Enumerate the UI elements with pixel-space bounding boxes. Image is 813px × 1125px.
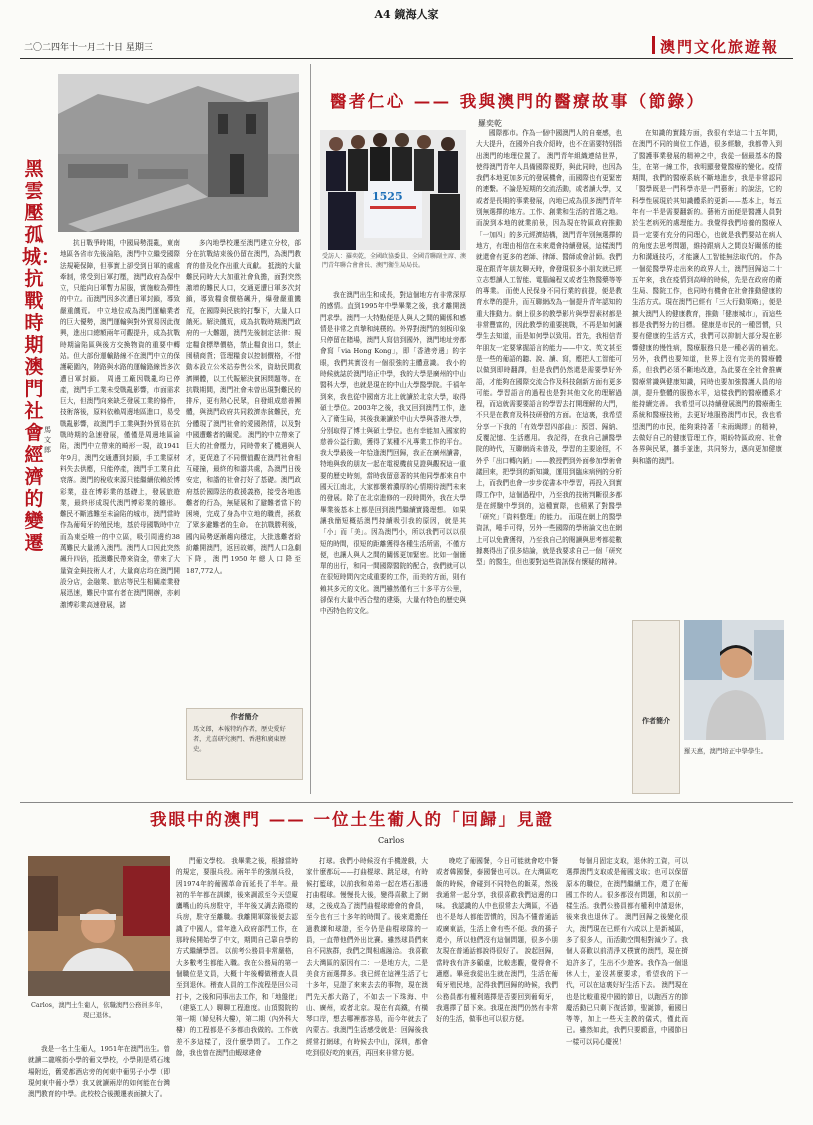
- article3-col2: 門葡文學校。 我畢業之後，根據當時的規定，要服兵役。兩年半的強制兵役，因1974年的葡國革命而延長了半年。最初的半年都在訓練，後來調派至今天望廈鷹嘴山的兵房駐守，半年後又調去路環的兵房，駐守至離職。我離開軍隊後便去認識了中國人，當年進入政府部門工作，在那時候開始學了中文，期間自己靠自學的方式繼續學習。 以前考公務員非常嚴格，大多數考生都能入職。我在公務局的第一個職位是文員，大概十年後轉做稽查人員至到退休。稽查人員的工作流程是回公司打卡，之後和同事出去工作，和「地盤佬」（建築工人）聊聊工程進度。山頂醫院的第一期（婦兒科大樓），第二期（內外科大樓）的工程都是不多都由我做的。工作就差不多這樣了，沒什麼學問了。 工作之餘，我也曾在澳門由蝦球建會: [176, 857, 298, 1058]
- ruins-photo: [58, 74, 299, 232]
- article1-author: 馬文郎: [44, 426, 51, 454]
- article2-author-box: [632, 620, 680, 794]
- article2-title: 醫者仁心 —— 我與澳門的醫療故事（節錄）: [330, 92, 706, 111]
- article3-author: Carlos: [378, 836, 405, 845]
- article2-col2: 國際都市。作為一個中國澳門人的自豪感，也大大提升，在國外自我介紹時，也不在需要特別指出澳門的地理位置了。 澳門青年組織連結世界，使得澳門青年人具備國際視野，與此同時，也因為我們本地更加多元的發展機會，而國際也有更緊密的連繫。不論是短期的交流活動，或者讀大學，又或者是長期的事業發展，內地已成為很多澳門青年別無選擇的地方。工作、創業和生活的首選之地。而說到本地的就業前景，因為現在特區政府推動「一加四」的多元經濟結構，澳門青年別無選擇的地方，有理由相信在未來還會持續發展，這樣澳門就還會有更多的老師、律師、醫師或會計師。我們現在跟青年朋友聊天時，會發現很多小朋友就已經立志想讀人工智能、電腦編程又或者生物醫藥等等的專業。 而使人民保身不同行業的前提，便是教育水準的提升，而互聯網改為一個提升青年認知的重大推動力。網上很多的教學影片與學習素材都是非常豐富的，因此教學的重要挑戰，不再是如何讓學生去知道，而是如何學以致用。首先，我相信青年朋友一定要掌握語言的能力——中文、英文甚至是一些的葡語的聽、說、讀、寫，應把人工智能可以做到即時翻譯，但是我們仍然還是需要學好外語，才能夠在國際交流合作及科技創新方面有更多可能。學習語言的過程也是對其他文化的理解過程，而這就需要要語言的學習去打開理解的大門，不只是在教育及科技研發的方面。在這裏，我希望分享一下我的「有效學習四部曲」：預習、歸納、反覆記憶、生活應用。 我記得，在我自己讀醫學院的時代，互聯網尚未普及，學習的主要途徑，不外乎「出口轉內銷」——教授們到外面參加學術會議回來，把學到的新知識，運用到臨床病例的分析上，而我們也會一步步從書本中學習，再投入到實際工作中，這個過程中，乃至我的技術判斷很多都是在經驗中學到的，這種實際，也積累了對醫學「研究」「資料整理」的能力。 而現在網上的醫學資訊，唾手可得，另外一些國際的學術論文也在網上可以免費獲得，乃至我自己的閱讀與思考都從數據裏得出了很多結論，就是我要求自己一個「研究型」的醫生，但也要對這些資訊保有懷疑的精神。: [476, 129, 622, 567]
- article1-col1: 抗日戰爭時期，中國局勢混亂，東南地區各省市先後淪陷，澳門中立繼受國際法規範保障，但事實上卻受到日軍的處處牽制，常受到日軍打壓，澳門政府為保中立，只能向日軍暫力屈服，實施較為彈性的中立。而澳門因多次遭日軍封鎖，導致嚴重饑荒。 中立地位成為澳門運輸業者的巨大優勢，澳門運輸與對外貿易因此復興，進出口總額兩年可觀提升，成為抗戰時期淪陷區與後方交換物資的重要中轉站。但大部份運輸路線不在澳門中立的保護範圍內，陸路與水路的運輸路線皆多次遭日軍封鎖。 周邊工廠因戰亂均已停產，澳門手工業未受戰亂影響，市面需求巨大，但澳門向來缺乏發展工業的條件，技術落後，原料依賴周邊地區進口，易受戰亂影響，故澳門手工業與對外貿易在抗戰時期的急速發展，僅僅是周邊地區淪陷，澳門中立帶來的畸形一現，故1941年9月，澳門交通遭到封鎖，手工業原材料失去供應，只能停產，澳門手工業自此衰落。澳門的稅收來源只能繼續依賴於博彩業，並在博彩業的基礎上，發展旅遊業，最終形成現代澳門博彩業的雛形。 難民不斷逃難至未淪陷的城市，澳門當時作為葡萄牙的殖民地，基於母國戰時中立而為東亞唯一的中立區，吸引周邊約38萬難民大量湧入澳門。澳門人口因此突然飆升四倍，抵澳難民帶來資金，帶來了大量資金與技術人才，大量商店均在澳門開設分店，金融業、旅店等民生相關產業發展迅速，難民中富有者在澳門開辦，亦刺激博彩業高速發展，諸: [60, 239, 180, 609]
- article1-author-box: [186, 708, 303, 780]
- article3-col3: 打球。我們小時候沒有手機遊戲，大家什麼都玩——打曲棍球、跳足球，有時候打籃球，以前我和弟弟一起在塔石那邊打曲棍球。慢慢長大後，變得喜歡上了網球，之後成為了澳門曲棍球總會的會員，至今也有三十多年的時間了。後來還擔任過教練和球證，至今仍是曲棍球隊的一員，一直帶他們外出比賽。雖然球員們來自不同族群，我們之間相處融洽。 我喜歡去大灣區的原因有二：一是地方大，二是美食方面選擇多。我已經在這裡生活了七十多年，見證了來來去去的事物，現在澳門先天都大路了，不如去一下珠海、中山、廣州，或者北京。現在有高鐵，有橫琴口岸，想去哪裡都容易，而今年就去了內蒙古。我澳門生活感受就是：回歸後我經常打網球，有時候去中山，深圳，都會吃到很好吃的東西，再回來非常方便。: [306, 857, 428, 1058]
- article1-col2: 多內地學校遷至澳門建立分校，部分在抗戰結束後仍留在澳門，為澳門教育的普及化作出重大貢獻。 抵澳的大量難民同時大大加重社會負擔，面對突然激增的難民人口，交通更遭日軍多次封鎖，導致糧食價格飆升，爆發嚴重饑荒，在國際與民族的打擊下，大量人口餓死。解決饑荒，成為抗戰時期澳門政府的一大難題，澳門先後制定法律：規定糧食標準價格，禁止糧食出口，禁止囤積商貨；管理糧食以控制價格，不惜動本設立公米站券售公米，資助民間救濟團體，以工代賑解決貧困問題等。在抗戰期間，澳門社會未曾出現對難民的排斥，更有熱心民眾，自發組成慈善團體，與澳門政府共同救濟赤貧難民，充分體現了澳門社會的愛國熱情，以及對中國遭難者的關愛。 澳門的中立帶來了巨大的社會壓力，同時帶來了機遇與人才，更促進了不同價值觀在澳門社會相互碰撞，最終的和諧共處，為澳門日後安定，和諧的社會打好了基礎。澳門政府基於國際法的救援義務，接受各地逃難者的行為，無疑展和了避難者當下的困境，完成了身為中立地的職責，拯救了眾多避難者的生命。 在抗戰勝利後，國內局勢逐漸趨向穩定，大批逃難者紛紛離開澳門，返回故鄉，澳門人口急劇下降，澳門1950年總人口降至187,772人。: [186, 239, 301, 575]
- article3-photo-caption: Carlos，澳門土生葡人，依職澳門公務員多年，現已退休。: [31, 1001, 167, 1019]
- student-photo: [684, 620, 784, 740]
- article1-box-title: 作者簡介: [230, 712, 259, 721]
- article1-box-body: 馬文郎，本報特約作者，歷史愛好者，尤喜研究澳門、香港和廣東歷史。: [193, 726, 286, 753]
- article2-photo-caption: 受訪人：羅奕乾，全國政協委員、全國青聯副主席、澳門青年聯合會會長、澳門衛生局局長。: [322, 253, 467, 269]
- article3-title: 我眼中的澳門 —— 一位土生葡人的「回歸」見證: [150, 810, 554, 829]
- header-date: 二〇二四年十一月二十日 星期三: [24, 43, 153, 53]
- divider-left: [310, 64, 311, 794]
- svg-text:1525: 1525: [372, 190, 403, 203]
- divider-middle: [20, 802, 793, 803]
- article2-photo: [320, 130, 466, 250]
- article3-col5: 每個月固定支取，退休的工資，可以選擇澳門支取或是葡國支取；也可以保留原本的職位，在澳門繼續工作，還了在葡國工作的人。很多都沒有問題，和以前一樣生活。我們公務員都有權利申請退休，後來我也退休了。 澳門回歸之後變化很大，澳門現在已經有六成以上是新城區，多了很多人，而活動空間相對減少了。我個人喜歡以前清淨又樸實的澳門，現在擠迫許多了，生出不少遊客。我作為一個退休人士，並沒甚麼要求，希望我的下一代，可以在這裏好好生活下去。 澳門現在也是比較重視中國的節日，以跑西方的節慶活動已只剩下復活節，聖誕節，葡國日等等，加上一些天主教的儀式，僅此而已。雖然如此，我們只要願意，中國節日一樣可以同心慶祝！: [566, 857, 688, 1046]
- header-center-title: A4 鏡海人家: [374, 8, 439, 21]
- article3-col1: 我是一名土生葡人，1951年在澳門出生。曾就讀二龍喉街小學的葡文學校，小學則是墳石塊場附近，舊愛都酒店旁的何東中葡男子小學（即現何東中葡小學）我又就讀兩岸的如何能在台灣澳門教育的中學。此校校合後搬遷表面擴大了。: [28, 1045, 170, 1099]
- article2-box-body: 羅天惠，澳門培正中學學生。: [684, 747, 768, 755]
- header-red-bar: [652, 36, 655, 54]
- article1-title: 黑雲壓孤城：抗戰時期澳門社會經濟的變遷: [22, 158, 61, 554]
- article2-col3: 在知識的實踐方面，我很有幸這二十五年間，在澳門不同的崗位工作過，很多經驗，我都帶入到了醫護事業發展的精神之中，我從一個最基本的醫生，在第一線工作，我明顯發覺醫療的變化。疫情期間，我們的醫療系統不斷地進步，我是非常認同「醫學既是一門科學亦是一門藝術」的說法，它的科學性展現於其知識體系的更新——基本上，每五年有一半是需要翻新的。藝術方面便是醫護人員對於生老病死的處理能力。我覺得我們培養的醫療人員一定要有充分的同理心，也就是我們要站在病人的角度去思考問題，維持跟病人之間良好關係的能力和溝通技巧，才能讓人工智能無法取代的。 作為一個從醫學界走出來的政界人士，澳門回歸這二十五年來，我在疫情到高峰的時候，先是在政府的衛生局、醫院工作，也同時有機會在社會推動健康的生活方式。現在澳門已經有「三大行動策略」，便是擴大澳門人的健康教育，推動「健康城市」，而這些都是我們努力的目標。 健康是市民的一種習慣，只要有健康的生活方式，我們可以抑制大部分現在影響健康的慢性病，醫療服務只是一種必需的補充。另外，我們也要知道，世界上沒有完美的醫療體系，但我們必須不斷地改進，為此要在全社會推廣醫療常識與健康知識，同時也要加強醫護人員的培訓，提升整體的服務水平，這樣我們的醫療體系才能持續完善。 我希望可以持續發展澳門的醫療衛生系統和醫療技術，去更好地服務澳門市民，我也希望澳門的市民，能夠秉持著「未雨綢繆」的精神，去做好自己的健康管理工作，期盼特區政府、社會各界與民眾，攜手並進，共同努力，邁向更加健康與和諧的澳門。: [632, 129, 782, 465]
- header-rule: [20, 58, 793, 59]
- article2-col1: 我在澳門出生和成長，對這個地方有非常深厚的感情。直到1995年中學畢業之後，我才離開澳門求學。澳門一大特點便是人與人之間的關係和感情是非常之真摯和純樸的。外界對澳門的刻板印象只停留在賭場，澳門人寫信到國外，澳門地址旁都會寫「via Hong Kong」，即「香港旁邊」的字眼，我們其實沒有一個很強的主體意識。 我小的時候就誌於澳門培正中學，我的大學是廣州的中山醫科大學，也就是現在的中山大學醫學院。千禧年到來，我也從中國南方北上就讀於北京大學，取得碩士學位。2003年之後，我又回到澳門工作，進入了衛生局，其後我兼讀於中山大學與香港大學，分別取得了博士與碩士學位。也有幸能加入國家的慈善公益行動，獲得了某種不凡專業工作的平台。 我大學最後一年恰逢澳門回歸，我正在廣州讀書，特地與我的朋友一起在電視機前見證與觀祝這一重要的歷史時刻，當時我留意著的其他同學都來自中國天江南北，大家都懷着濃厚的心情期待澳門未來的發展。除了在北京進修的一段時間外，我在大學畢業後基本上都是回到澳門繼續實踐理想。 如果讓我簡短概括澳門持續吸引我的原因，就是其「小」而「美」。因為澳門小，所以我們可以以很短的時間，很短的距離獲得各種生活所需，不僅方便，也讓人與人之間的關係更加緊密。比如一個簡單的出行，和同一間國際醫院的配合，我們就可以在很短時間內完成重要的工作，而美的方面，則有賴其多元的文化。澳門雖然僅有三十多平方公里，卻保有大量中西合璧的建築，大量有特色的歷史與中西特色的文化。: [320, 291, 466, 616]
- article3-col4: 晚吃了葡國餐，今日可能就會吃中餐或者韓國餐，泰國餐也可以。在大灣區吃飯的時候，會碰到不同特色的飯菜，然後我通常一起分享，我很喜歡我們這邊的口味。 我認識的人中也很常去大灣區，不過也不是每人都能習慣的，因為不懂普通話或廣東話，生活上會有些不便。我的孫子還小，所以他們沒有這個問題，很多小朋友現在普通話都說得很好了。 說起回歸，當時我有許多顧慮，比較悲觀，覺得會不適應。畢竟我從出生就在澳門，生活在葡萄牙殖民地，記得我們回歸的時候，我們公務員都有權利選擇是否要回到葡萄牙，我選擇了留下來。我現在澳門仍然有非常好的生活，做事也可以很方便。: [436, 857, 558, 1024]
- article2-box-title: 作者簡介: [642, 716, 670, 725]
- paper-name: 澳門文化旅遊報: [660, 38, 780, 56]
- carlos-photo: [28, 856, 170, 996]
- article2-author: 羅奕乾: [478, 119, 502, 128]
